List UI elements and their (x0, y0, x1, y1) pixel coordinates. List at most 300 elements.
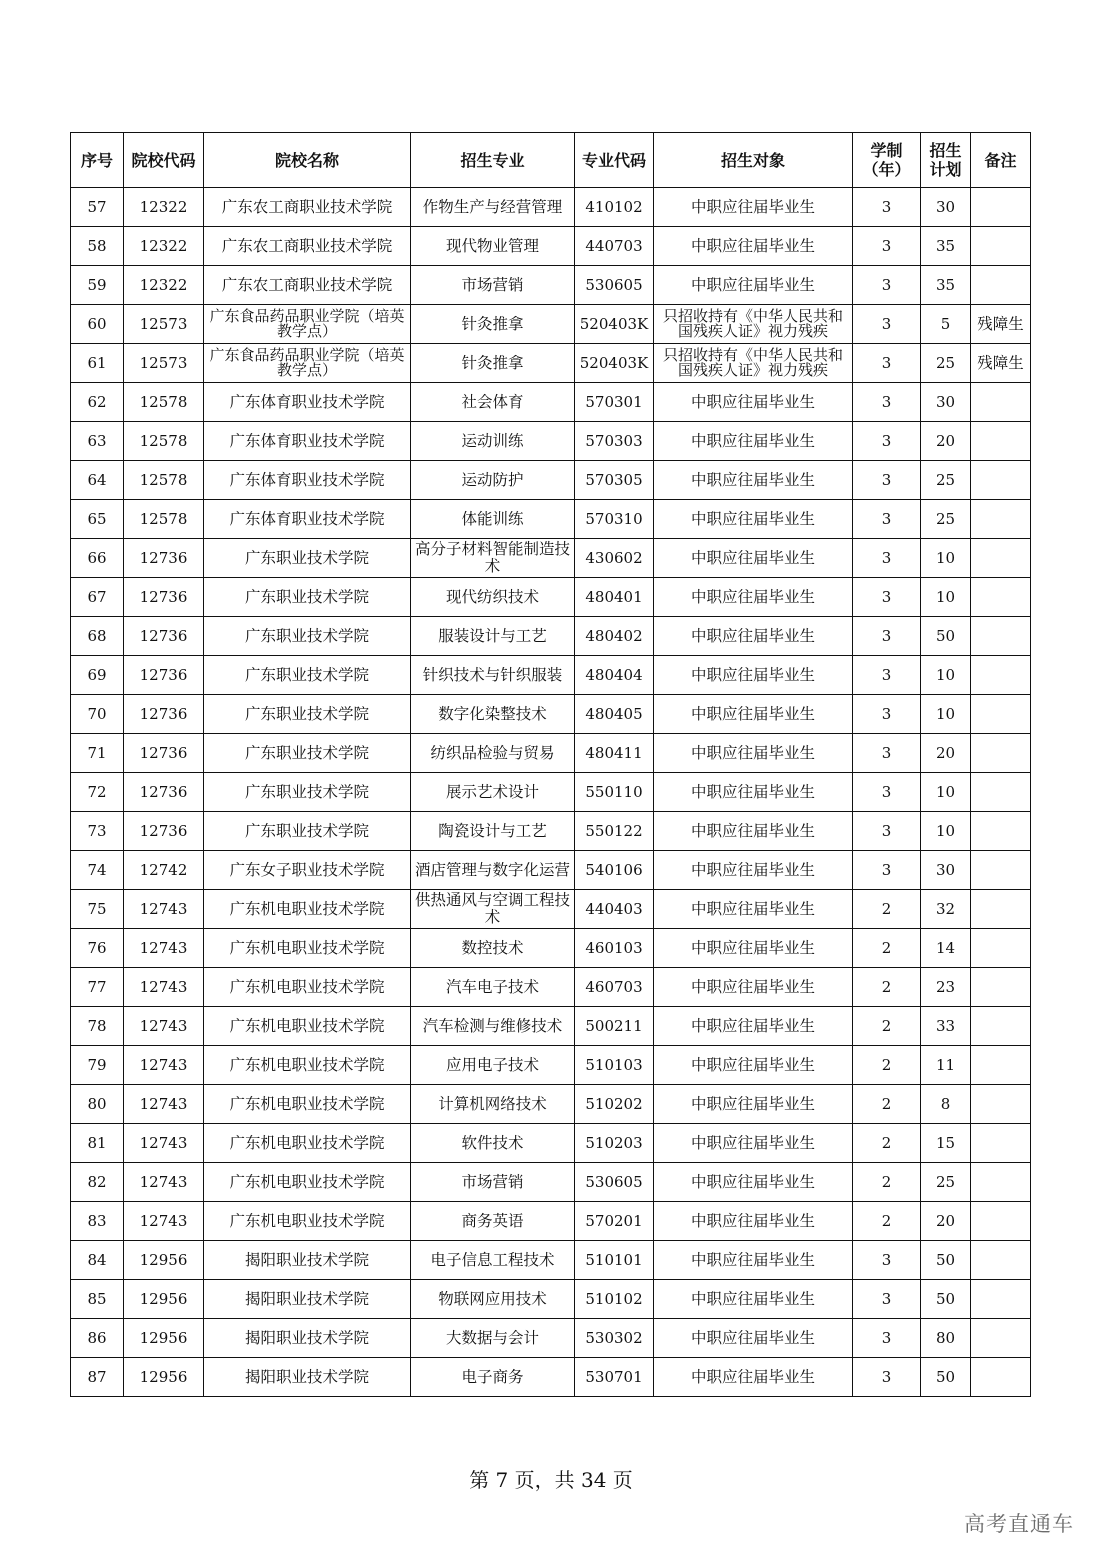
cell-school-name: 广东农工商职业技术学院 (204, 266, 411, 305)
cell-major: 汽车电子技术 (411, 968, 575, 1007)
cell-plan: 25 (921, 461, 971, 500)
cell-seq: 67 (71, 578, 124, 617)
cell-school-name: 广东职业技术学院 (204, 656, 411, 695)
cell-target: 中职应往届毕业生 (654, 266, 853, 305)
cell-seq: 80 (71, 1085, 124, 1124)
cell-remark (971, 1163, 1031, 1202)
cell-school-code: 12743 (124, 1007, 204, 1046)
cell-major-code: 520403K (575, 344, 654, 383)
cell-remark (971, 890, 1031, 929)
cell-seq: 64 (71, 461, 124, 500)
cell-target: 中职应往届毕业生 (654, 1241, 853, 1280)
cell-years: 3 (853, 383, 921, 422)
cell-remark (971, 929, 1031, 968)
cell-school-name: 揭阳职业技术学院 (204, 1280, 411, 1319)
cell-school-name: 揭阳职业技术学院 (204, 1241, 411, 1280)
table-row (71, 773, 1031, 812)
enrollment-table (70, 132, 1031, 1397)
cell-major-code: 530701 (575, 1358, 654, 1397)
table-row (71, 1163, 1031, 1202)
cell-remark (971, 1241, 1031, 1280)
cell-school-name: 广东机电职业技术学院 (204, 890, 411, 929)
cell-target: 中职应往届毕业生 (654, 383, 853, 422)
cell-seq: 58 (71, 227, 124, 266)
cell-school-name: 广东职业技术学院 (204, 617, 411, 656)
cell-major: 现代纺织技术 (411, 578, 575, 617)
cell-years: 3 (853, 734, 921, 773)
cell-plan: 33 (921, 1007, 971, 1046)
cell-plan: 5 (921, 305, 971, 344)
cell-school-code: 12743 (124, 890, 204, 929)
cell-major-code: 510203 (575, 1124, 654, 1163)
cell-plan: 10 (921, 656, 971, 695)
cell-seq: 62 (71, 383, 124, 422)
cell-school-name: 广东机电职业技术学院 (204, 1007, 411, 1046)
cell-seq: 60 (71, 305, 124, 344)
cell-years: 3 (853, 1241, 921, 1280)
cell-seq: 81 (71, 1124, 124, 1163)
table-row (71, 266, 1031, 305)
cell-school-code: 12573 (124, 344, 204, 383)
table-row (71, 305, 1031, 344)
cell-plan: 35 (921, 266, 971, 305)
cell-remark (971, 1358, 1031, 1397)
cell-years: 3 (853, 773, 921, 812)
header-major-code: 专业代码 (575, 133, 654, 188)
cell-school-name: 广东职业技术学院 (204, 695, 411, 734)
cell-seq: 82 (71, 1163, 124, 1202)
table-row (71, 812, 1031, 851)
table-row (71, 1241, 1031, 1280)
cell-target: 中职应往届毕业生 (654, 1124, 853, 1163)
cell-remark (971, 968, 1031, 1007)
cell-major-code: 540106 (575, 851, 654, 890)
cell-school-code: 12743 (124, 1124, 204, 1163)
cell-school-name: 广东女子职业技术学院 (204, 851, 411, 890)
cell-target: 中职应往届毕业生 (654, 539, 853, 578)
cell-remark (971, 188, 1031, 227)
cell-school-code: 12742 (124, 851, 204, 890)
cell-school-name: 揭阳职业技术学院 (204, 1358, 411, 1397)
cell-target: 中职应往届毕业生 (654, 773, 853, 812)
cell-major: 运动防护 (411, 461, 575, 500)
table-row (71, 539, 1031, 578)
cell-plan: 10 (921, 695, 971, 734)
table-row (71, 1124, 1031, 1163)
cell-target: 中职应往届毕业生 (654, 890, 853, 929)
cell-years: 3 (853, 539, 921, 578)
cell-remark (971, 1319, 1031, 1358)
cell-plan: 11 (921, 1046, 971, 1085)
cell-target: 中职应往届毕业生 (654, 1202, 853, 1241)
cell-target: 中职应往届毕业生 (654, 422, 853, 461)
table-row (71, 1085, 1031, 1124)
cell-major-code: 570310 (575, 500, 654, 539)
table-body (71, 188, 1031, 1397)
table-header-row (71, 133, 1031, 188)
cell-target: 中职应往届毕业生 (654, 500, 853, 539)
header-major: 招生专业 (411, 133, 575, 188)
cell-school-name: 广东机电职业技术学院 (204, 968, 411, 1007)
cell-remark (971, 266, 1031, 305)
table-row (71, 188, 1031, 227)
cell-remark: 残障生 (971, 305, 1031, 344)
cell-remark (971, 1280, 1031, 1319)
cell-plan: 50 (921, 1280, 971, 1319)
table-row (71, 1007, 1031, 1046)
cell-school-code: 12736 (124, 578, 204, 617)
cell-major: 作物生产与经营管理 (411, 188, 575, 227)
cell-school-code: 12743 (124, 968, 204, 1007)
cell-major: 电子商务 (411, 1358, 575, 1397)
cell-target: 中职应往届毕业生 (654, 929, 853, 968)
cell-school-code: 12736 (124, 617, 204, 656)
cell-remark (971, 1202, 1031, 1241)
cell-years: 3 (853, 188, 921, 227)
cell-major-code: 530302 (575, 1319, 654, 1358)
cell-school-name: 广东职业技术学院 (204, 773, 411, 812)
cell-major: 针灸推拿 (411, 305, 575, 344)
table-row (71, 578, 1031, 617)
cell-school-name: 广东机电职业技术学院 (204, 1163, 411, 1202)
cell-years: 3 (853, 266, 921, 305)
cell-target: 中职应往届毕业生 (654, 656, 853, 695)
cell-remark (971, 1085, 1031, 1124)
table-row (71, 968, 1031, 1007)
cell-plan: 50 (921, 1241, 971, 1280)
cell-remark: 残障生 (971, 344, 1031, 383)
cell-school-code: 12743 (124, 1085, 204, 1124)
cell-remark (971, 695, 1031, 734)
table-row (71, 344, 1031, 383)
header-school-code: 院校代码 (124, 133, 204, 188)
cell-seq: 85 (71, 1280, 124, 1319)
cell-major: 电子信息工程技术 (411, 1241, 575, 1280)
cell-major: 应用电子技术 (411, 1046, 575, 1085)
cell-target: 中职应往届毕业生 (654, 227, 853, 266)
cell-school-code: 12743 (124, 1163, 204, 1202)
cell-school-name: 广东体育职业技术学院 (204, 383, 411, 422)
cell-major: 汽车检测与维修技术 (411, 1007, 575, 1046)
cell-major: 纺织品检验与贸易 (411, 734, 575, 773)
cell-major-code: 550110 (575, 773, 654, 812)
cell-remark (971, 539, 1031, 578)
cell-school-code: 12578 (124, 422, 204, 461)
cell-target: 中职应往届毕业生 (654, 812, 853, 851)
cell-target: 只招收持有《中华人民共和国残疾人证》视力残疾 (654, 305, 853, 344)
cell-plan: 23 (921, 968, 971, 1007)
cell-plan: 15 (921, 1124, 971, 1163)
cell-plan: 20 (921, 422, 971, 461)
cell-years: 2 (853, 1046, 921, 1085)
cell-plan: 32 (921, 890, 971, 929)
cell-plan: 25 (921, 344, 971, 383)
cell-seq: 69 (71, 656, 124, 695)
cell-years: 3 (853, 617, 921, 656)
header-years (853, 133, 921, 188)
cell-years: 3 (853, 656, 921, 695)
cell-major: 物联网应用技术 (411, 1280, 575, 1319)
cell-major: 计算机网络技术 (411, 1085, 575, 1124)
table-row (71, 422, 1031, 461)
cell-major-code: 440403 (575, 890, 654, 929)
cell-school-name: 广东体育职业技术学院 (204, 461, 411, 500)
cell-major-code: 510103 (575, 1046, 654, 1085)
cell-plan: 20 (921, 734, 971, 773)
header-school-name: 院校名称 (204, 133, 411, 188)
table-row (71, 383, 1031, 422)
cell-remark (971, 1007, 1031, 1046)
cell-major: 社会体育 (411, 383, 575, 422)
header-seq: 序号 (71, 133, 124, 188)
cell-remark (971, 461, 1031, 500)
cell-major: 数字化染整技术 (411, 695, 575, 734)
table-row (71, 1358, 1031, 1397)
table-row (71, 500, 1031, 539)
cell-seq: 70 (71, 695, 124, 734)
cell-plan: 25 (921, 1163, 971, 1202)
cell-seq: 57 (71, 188, 124, 227)
cell-seq: 63 (71, 422, 124, 461)
cell-major: 运动训练 (411, 422, 575, 461)
cell-major: 市场营销 (411, 266, 575, 305)
cell-school-code: 12956 (124, 1241, 204, 1280)
cell-target: 中职应往届毕业生 (654, 968, 853, 1007)
cell-remark (971, 1124, 1031, 1163)
cell-major-code: 500211 (575, 1007, 654, 1046)
cell-seq: 68 (71, 617, 124, 656)
cell-years: 3 (853, 851, 921, 890)
cell-seq: 79 (71, 1046, 124, 1085)
cell-school-name: 广东职业技术学院 (204, 734, 411, 773)
cell-years: 3 (853, 812, 921, 851)
cell-major-code: 530605 (575, 1163, 654, 1202)
table-row (71, 1280, 1031, 1319)
cell-plan: 8 (921, 1085, 971, 1124)
cell-plan: 30 (921, 188, 971, 227)
cell-seq: 75 (71, 890, 124, 929)
cell-major-code: 510202 (575, 1085, 654, 1124)
cell-years: 3 (853, 1358, 921, 1397)
cell-target: 中职应往届毕业生 (654, 1280, 853, 1319)
cell-school-name: 广东机电职业技术学院 (204, 1085, 411, 1124)
cell-target: 中职应往届毕业生 (654, 695, 853, 734)
cell-years: 2 (853, 890, 921, 929)
cell-major-code: 480404 (575, 656, 654, 695)
cell-school-name: 揭阳职业技术学院 (204, 1319, 411, 1358)
cell-target: 中职应往届毕业生 (654, 1085, 853, 1124)
cell-school-code: 12956 (124, 1280, 204, 1319)
cell-school-code: 12578 (124, 500, 204, 539)
cell-school-code: 12736 (124, 656, 204, 695)
cell-major-code: 570201 (575, 1202, 654, 1241)
cell-years: 2 (853, 929, 921, 968)
cell-seq: 66 (71, 539, 124, 578)
cell-major-code: 410102 (575, 188, 654, 227)
cell-years: 2 (853, 1085, 921, 1124)
cell-major: 体能训练 (411, 500, 575, 539)
cell-major: 服装设计与工艺 (411, 617, 575, 656)
cell-target: 只招收持有《中华人民共和国残疾人证》视力残疾 (654, 344, 853, 383)
cell-seq: 71 (71, 734, 124, 773)
cell-target: 中职应往届毕业生 (654, 1046, 853, 1085)
cell-plan: 10 (921, 539, 971, 578)
cell-remark (971, 734, 1031, 773)
cell-major-code: 480411 (575, 734, 654, 773)
cell-major: 酒店管理与数字化运营 (411, 851, 575, 890)
cell-remark (971, 773, 1031, 812)
cell-seq: 61 (71, 344, 124, 383)
cell-seq: 73 (71, 812, 124, 851)
cell-school-name: 广东职业技术学院 (204, 812, 411, 851)
cell-school-code: 12736 (124, 539, 204, 578)
table-row (71, 461, 1031, 500)
cell-target: 中职应往届毕业生 (654, 461, 853, 500)
table-row (71, 734, 1031, 773)
cell-major: 针灸推拿 (411, 344, 575, 383)
table-row (71, 851, 1031, 890)
cell-school-code: 12743 (124, 1202, 204, 1241)
cell-school-code: 12736 (124, 695, 204, 734)
cell-school-name: 广东体育职业技术学院 (204, 500, 411, 539)
cell-major-code: 440703 (575, 227, 654, 266)
table-row (71, 929, 1031, 968)
cell-years: 3 (853, 695, 921, 734)
cell-years: 3 (853, 344, 921, 383)
cell-seq: 83 (71, 1202, 124, 1241)
cell-school-name: 广东机电职业技术学院 (204, 1046, 411, 1085)
table-row (71, 656, 1031, 695)
header-plan (921, 133, 971, 188)
cell-school-code: 12322 (124, 227, 204, 266)
cell-school-name: 广东职业技术学院 (204, 578, 411, 617)
header-remark: 备注 (971, 133, 1031, 188)
cell-major-code: 510102 (575, 1280, 654, 1319)
cell-target: 中职应往届毕业生 (654, 578, 853, 617)
cell-major: 市场营销 (411, 1163, 575, 1202)
cell-seq: 76 (71, 929, 124, 968)
cell-plan: 25 (921, 500, 971, 539)
cell-remark (971, 227, 1031, 266)
cell-major-code: 480405 (575, 695, 654, 734)
cell-seq: 65 (71, 500, 124, 539)
cell-years: 3 (853, 422, 921, 461)
cell-school-code: 12743 (124, 1046, 204, 1085)
cell-target: 中职应往届毕业生 (654, 1319, 853, 1358)
cell-plan: 30 (921, 383, 971, 422)
cell-seq: 84 (71, 1241, 124, 1280)
cell-years: 3 (853, 500, 921, 539)
cell-school-name: 广东机电职业技术学院 (204, 929, 411, 968)
cell-years: 2 (853, 968, 921, 1007)
header-plan-line1: 招生 (929, 141, 962, 160)
cell-years: 2 (853, 1007, 921, 1046)
cell-plan: 20 (921, 1202, 971, 1241)
cell-seq: 72 (71, 773, 124, 812)
cell-target: 中职应往届毕业生 (654, 1163, 853, 1202)
cell-major: 展示艺术设计 (411, 773, 575, 812)
cell-school-code: 12736 (124, 812, 204, 851)
cell-school-name: 广东体育职业技术学院 (204, 422, 411, 461)
cell-years: 2 (853, 1163, 921, 1202)
cell-school-code: 12573 (124, 305, 204, 344)
cell-school-code: 12578 (124, 461, 204, 500)
cell-school-code: 12322 (124, 266, 204, 305)
cell-school-name: 广东职业技术学院 (204, 539, 411, 578)
cell-plan: 14 (921, 929, 971, 968)
cell-remark (971, 812, 1031, 851)
cell-seq: 86 (71, 1319, 124, 1358)
cell-major-code: 480402 (575, 617, 654, 656)
cell-target: 中职应往届毕业生 (654, 1358, 853, 1397)
cell-major: 供热通风与空调工程技术 (411, 890, 575, 929)
cell-remark (971, 422, 1031, 461)
cell-remark (971, 578, 1031, 617)
cell-seq: 87 (71, 1358, 124, 1397)
cell-major-code: 460703 (575, 968, 654, 1007)
cell-years: 2 (853, 1124, 921, 1163)
cell-school-code: 12322 (124, 188, 204, 227)
table-row (71, 1046, 1031, 1085)
cell-major: 商务英语 (411, 1202, 575, 1241)
cell-major-code: 530605 (575, 266, 654, 305)
cell-target: 中职应往届毕业生 (654, 1007, 853, 1046)
header-target: 招生对象 (654, 133, 853, 188)
cell-remark (971, 500, 1031, 539)
table-row (71, 1202, 1031, 1241)
cell-seq: 78 (71, 1007, 124, 1046)
cell-major-code: 480401 (575, 578, 654, 617)
cell-school-name: 广东机电职业技术学院 (204, 1124, 411, 1163)
cell-school-code: 12736 (124, 734, 204, 773)
cell-major-code: 460103 (575, 929, 654, 968)
cell-school-code: 12956 (124, 1319, 204, 1358)
cell-plan: 10 (921, 578, 971, 617)
cell-major-code: 550122 (575, 812, 654, 851)
cell-plan: 10 (921, 773, 971, 812)
cell-years: 3 (853, 227, 921, 266)
table-row (71, 890, 1031, 929)
header-plan-line2: 计划 (929, 160, 962, 179)
cell-remark (971, 851, 1031, 890)
cell-years: 2 (853, 1202, 921, 1241)
cell-plan: 50 (921, 617, 971, 656)
cell-major: 软件技术 (411, 1124, 575, 1163)
cell-years: 3 (853, 578, 921, 617)
table-row (71, 695, 1031, 734)
cell-school-name: 广东食品药品职业学院（培英教学点） (204, 305, 411, 344)
cell-remark (971, 656, 1031, 695)
cell-major: 针织技术与针织服装 (411, 656, 575, 695)
cell-major: 大数据与会计 (411, 1319, 575, 1358)
cell-target: 中职应往届毕业生 (654, 188, 853, 227)
cell-school-code: 12956 (124, 1358, 204, 1397)
cell-target: 中职应往届毕业生 (654, 734, 853, 773)
cell-seq: 74 (71, 851, 124, 890)
watermark: 高考直通车 (964, 1512, 1074, 1536)
cell-remark (971, 1046, 1031, 1085)
cell-target: 中职应往届毕业生 (654, 617, 853, 656)
cell-years: 3 (853, 1319, 921, 1358)
cell-school-name: 广东食品药品职业学院（培英教学点） (204, 344, 411, 383)
table-row (71, 1319, 1031, 1358)
cell-seq: 77 (71, 968, 124, 1007)
cell-major: 陶瓷设计与工艺 (411, 812, 575, 851)
cell-major-code: 570303 (575, 422, 654, 461)
cell-major-code: 520403K (575, 305, 654, 344)
cell-plan: 50 (921, 1358, 971, 1397)
cell-years: 3 (853, 305, 921, 344)
